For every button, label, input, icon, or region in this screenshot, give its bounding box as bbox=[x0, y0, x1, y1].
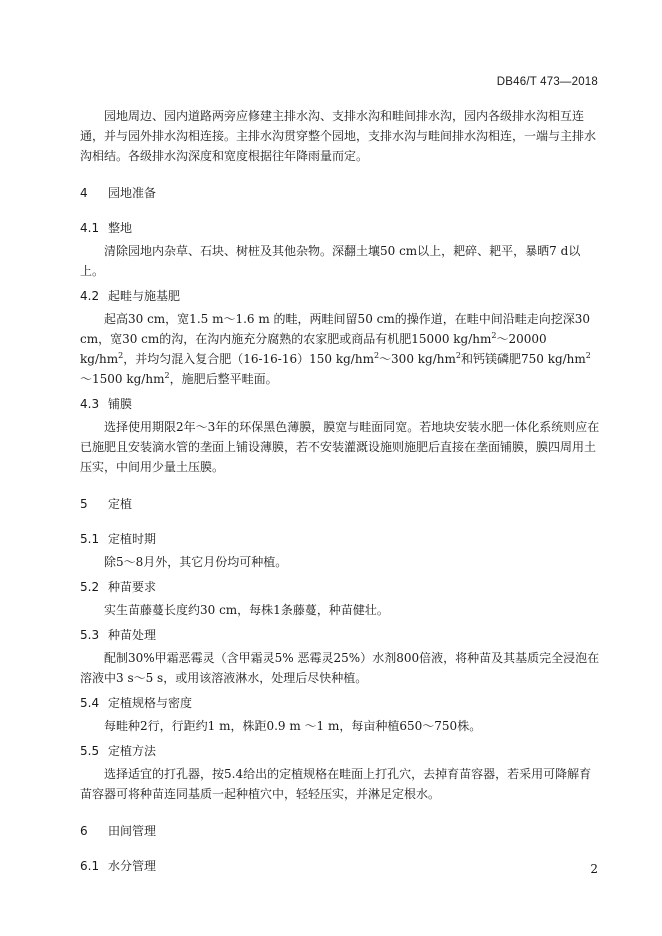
section-number: 4 bbox=[80, 186, 88, 200]
section-4-heading bbox=[80, 184, 600, 201]
page-number: 2 bbox=[590, 862, 598, 876]
land-prep-paragraph: 清除园地内杂草、石块、树桩及其他杂物。深翻土壤50 cm以上，耙碎、耙平，暴晒7 d以上。 bbox=[80, 244, 581, 278]
section-number: 6.1 bbox=[80, 859, 100, 873]
section-number: 5 bbox=[80, 497, 88, 511]
section-5-1-heading bbox=[80, 530, 600, 547]
section-number: 4.2 bbox=[80, 289, 100, 303]
section-5-heading bbox=[80, 495, 600, 512]
section-4-1-heading bbox=[80, 219, 600, 236]
section-title: 起畦与施基肥 bbox=[108, 289, 181, 303]
section-5-5-heading bbox=[80, 742, 600, 759]
section-number: 4.1 bbox=[80, 221, 100, 235]
section-title: 种苗要求 bbox=[108, 580, 157, 594]
section-5-3-heading bbox=[80, 626, 600, 643]
section-title: 定植规格与密度 bbox=[108, 696, 193, 710]
section-6-1-heading bbox=[80, 857, 600, 874]
page-content bbox=[80, 106, 600, 874]
section-title: 园地准备 bbox=[108, 186, 157, 200]
seedling-requirement-paragraph: 实生苗藤蔓长度约30 cm，每株1条藤蔓，种苗健壮。 bbox=[104, 603, 389, 617]
section-4-2-heading bbox=[80, 287, 600, 304]
drainage-paragraph: 园地周边、园内道路两旁应修建主排水沟、支排水沟和畦间排水沟，园内各级排水沟相互连通，并与园外排水沟相连接。主排水沟贯穿整个园地，支排水沟与畦间排水沟相连，一端与主排水沟相结。各级排水沟深度和宽度根据往年降雨量而定。 bbox=[80, 109, 597, 163]
section-number: 5.3 bbox=[80, 628, 100, 642]
section-title: 定植方法 bbox=[108, 744, 157, 758]
planting-time-paragraph: 除5～8月外，其它月份均可种植。 bbox=[104, 555, 288, 569]
section-number: 5.1 bbox=[80, 532, 100, 546]
section-5-2-heading bbox=[80, 578, 600, 595]
section-title: 定植时期 bbox=[108, 532, 157, 546]
section-number: 4.3 bbox=[80, 397, 100, 411]
section-title: 定植 bbox=[108, 497, 133, 511]
ridge-fertilizer-paragraph: 起高30 cm，宽1.5 m～1.6 m 的畦，两畦间留50 cm的操作道，在畦中间沿畦走向挖深30 cm，宽30 cm的沟，在沟内施充分腐熟的农家肥或商品有机肥15000 $kg/hm^2\sim 20000$ $kg/hm^2$，并均匀混入复合肥（16-16-16）150 $kg/hm^2\sim 300$ $kg/hm^2$和钙镁磷肥750 $kg/hm^2\sim 1500$ $kg/hm^2$，施肥后整平畦面。 bbox=[80, 312, 591, 386]
section-number: 5.4 bbox=[80, 696, 100, 710]
section-4-3-heading bbox=[80, 395, 600, 412]
mulching-paragraph: 选择使用期限2年～3年的环保黑色薄膜，膜宽与畦面同宽。若地块安装水肥一体化系统则应在已施肥且安装滴水管的垄面上铺设薄膜，若不安装灌溉设施则施肥后直接在垄面铺膜，膜四周用土压实，中间用少量土压膜。 bbox=[80, 420, 600, 474]
section-6-heading bbox=[80, 822, 600, 839]
planting-method-paragraph: 选择适宜的打孔器，按5.4给出的定植规格在畦面上打孔穴，去掉育苗容器，若采用可降解育苗容器可将种苗连同基质一起种植穴中，轻轻压实，并淋足定根水。 bbox=[80, 767, 592, 801]
section-number: 5.5 bbox=[80, 744, 100, 758]
section-title: 铺膜 bbox=[108, 397, 133, 411]
section-title: 种苗处理 bbox=[108, 628, 157, 642]
section-title: 田间管理 bbox=[108, 824, 157, 838]
document-code: DB46/T 473—2018 bbox=[496, 76, 598, 88]
spacing-density-paragraph: 每畦种2行，行距约1 m，株距0.9 m ～1 m，每亩种植650～750株。 bbox=[104, 719, 482, 733]
section-title: 水分管理 bbox=[108, 859, 157, 873]
section-number: 5.2 bbox=[80, 580, 100, 594]
seedling-treatment-paragraph: 配制30%甲霜恶霉灵（含甲霜灵5% 恶霉灵25%）水剂800倍液，将种苗及其基质完全浸泡在溶液中3 s～5 s，或用该溶液淋水，处理后尽快种植。 bbox=[80, 651, 600, 685]
section-title: 整地 bbox=[108, 221, 133, 235]
section-number: 6 bbox=[80, 824, 88, 838]
section-5-4-heading bbox=[80, 694, 600, 711]
